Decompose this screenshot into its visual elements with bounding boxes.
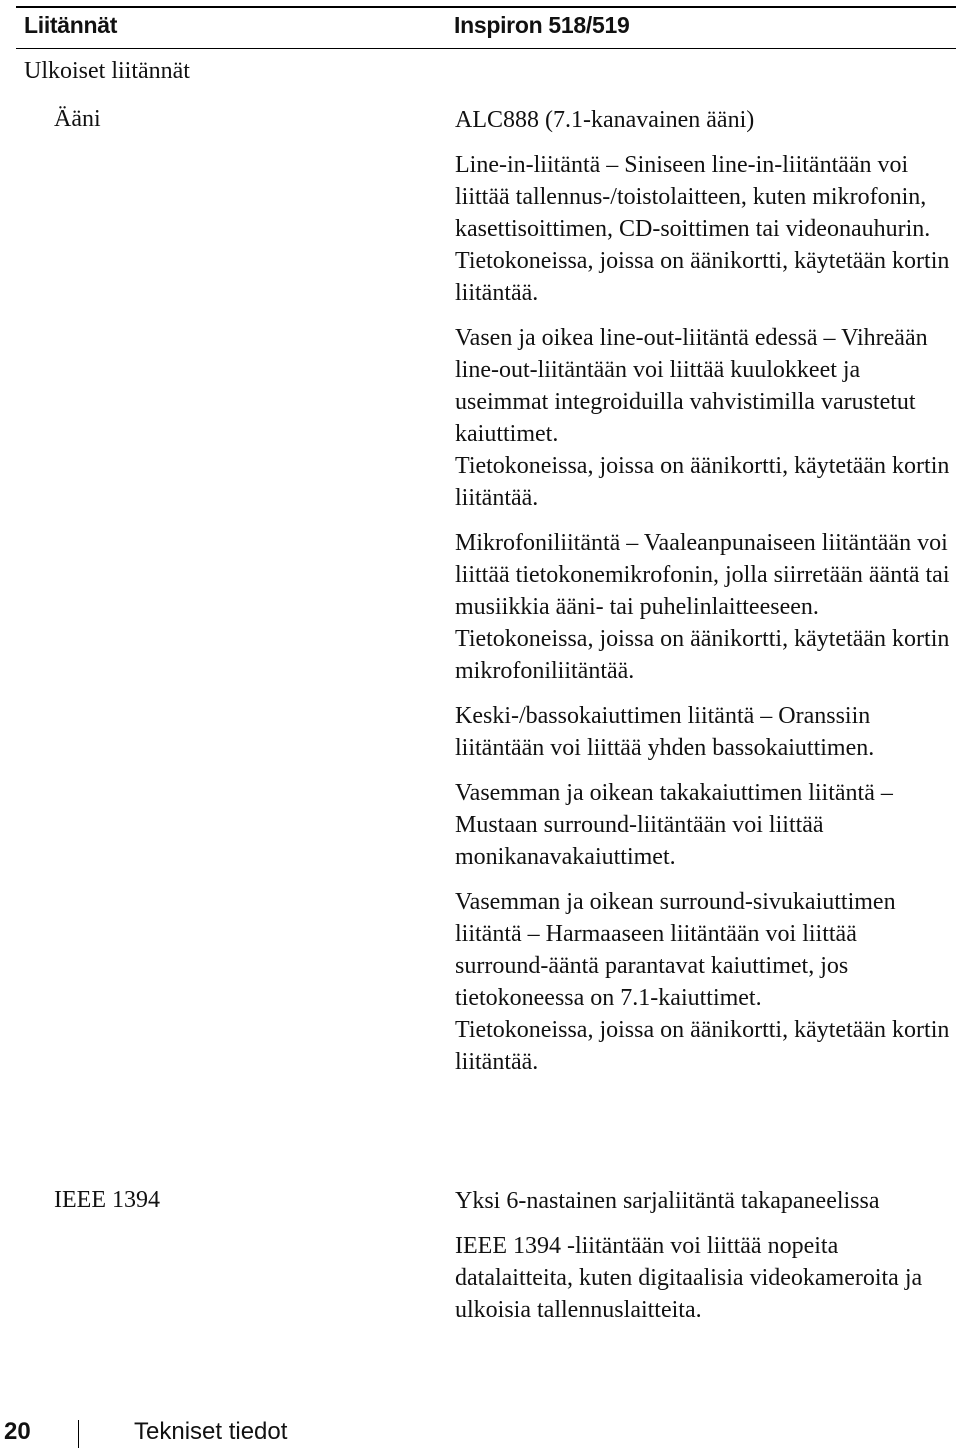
audio-paragraph: Vasen ja oikea line-out-liitäntä edessä – Vihreään line-out-liitäntään voi liittää kuulokkeet ja useimmat integroiduilla vahvistimilla varustetut kaiuttimet. Tietokoneissa, joissa on äänikortti, käytetään kortin liitäntää. bbox=[455, 325, 950, 511]
audio-label: Ääni bbox=[54, 106, 101, 132]
page-number: 20 bbox=[4, 1418, 31, 1445]
footer-separator bbox=[78, 1420, 79, 1448]
audio-paragraph: Line-in-liitäntä – Siniseen line-in-liitäntään voi liittää tallennus-/toistolaitteen, kuten mikrofonin, kasettisoittimen, CD-soittimen tai videonauhurin. Tietokoneissa, joissa on äänikortti, käytetään kortin liitäntää. bbox=[455, 152, 950, 306]
table-header bbox=[24, 12, 954, 44]
audio-paragraph: ALC888 (7.1-kanavainen ääni) bbox=[455, 107, 755, 133]
column-header-section: Liitännät bbox=[24, 12, 118, 38]
audio-paragraph: Vasemman ja oikean takakaiuttimen liitäntä – Mustaan surround-liitäntään voi liittää monikanavakaiuttimet. bbox=[455, 780, 893, 870]
ieee-description bbox=[455, 1185, 955, 1339]
audio-paragraph: Keski-/bassokaiuttimen liitäntä – Oranssiin liitäntään voi liittää yhden bassokaiuttimen. bbox=[455, 703, 875, 761]
audio-paragraph: Vasemman ja oikean surround-sivukaiuttimen liitäntä – Harmaaseen liitäntään voi liittää surround-ääntä parantavat kaiuttimet, jos tietokoneessa on 7.1-kaiuttimet. Tietokoneissa, joissa on äänikortti, käytetään kortin liitäntää. bbox=[455, 889, 950, 1075]
top-rule bbox=[16, 6, 956, 8]
audio-description bbox=[455, 104, 955, 1091]
ieee-label: IEEE 1394 bbox=[54, 1187, 160, 1213]
column-header-model: Inspiron 518/519 bbox=[454, 12, 630, 38]
chapter-title: Tekniset tiedot bbox=[134, 1418, 288, 1445]
subheading: Ulkoiset liitännät bbox=[24, 58, 190, 84]
ieee-paragraph: Yksi 6-nastainen sarjaliitäntä takapaneelissa bbox=[455, 1188, 880, 1214]
audio-paragraph: Mikrofoniliitäntä – Vaaleanpunaiseen liitäntään voi liittää tietokonemikrofonin, jolla siirretään ääntä tai musiikkia ääni- tai puhelinlaitteeseen. Tietokoneissa, joissa on äänikortti, käytetään kortin mikrofoniliitäntää. bbox=[455, 530, 950, 684]
ieee-paragraph: IEEE 1394 -liitäntään voi liittää nopeita datalaitteita, kuten digitaalisia videokameroita ja ulkoisia tallennuslaitteita. bbox=[455, 1233, 923, 1323]
header-rule bbox=[16, 48, 956, 49]
